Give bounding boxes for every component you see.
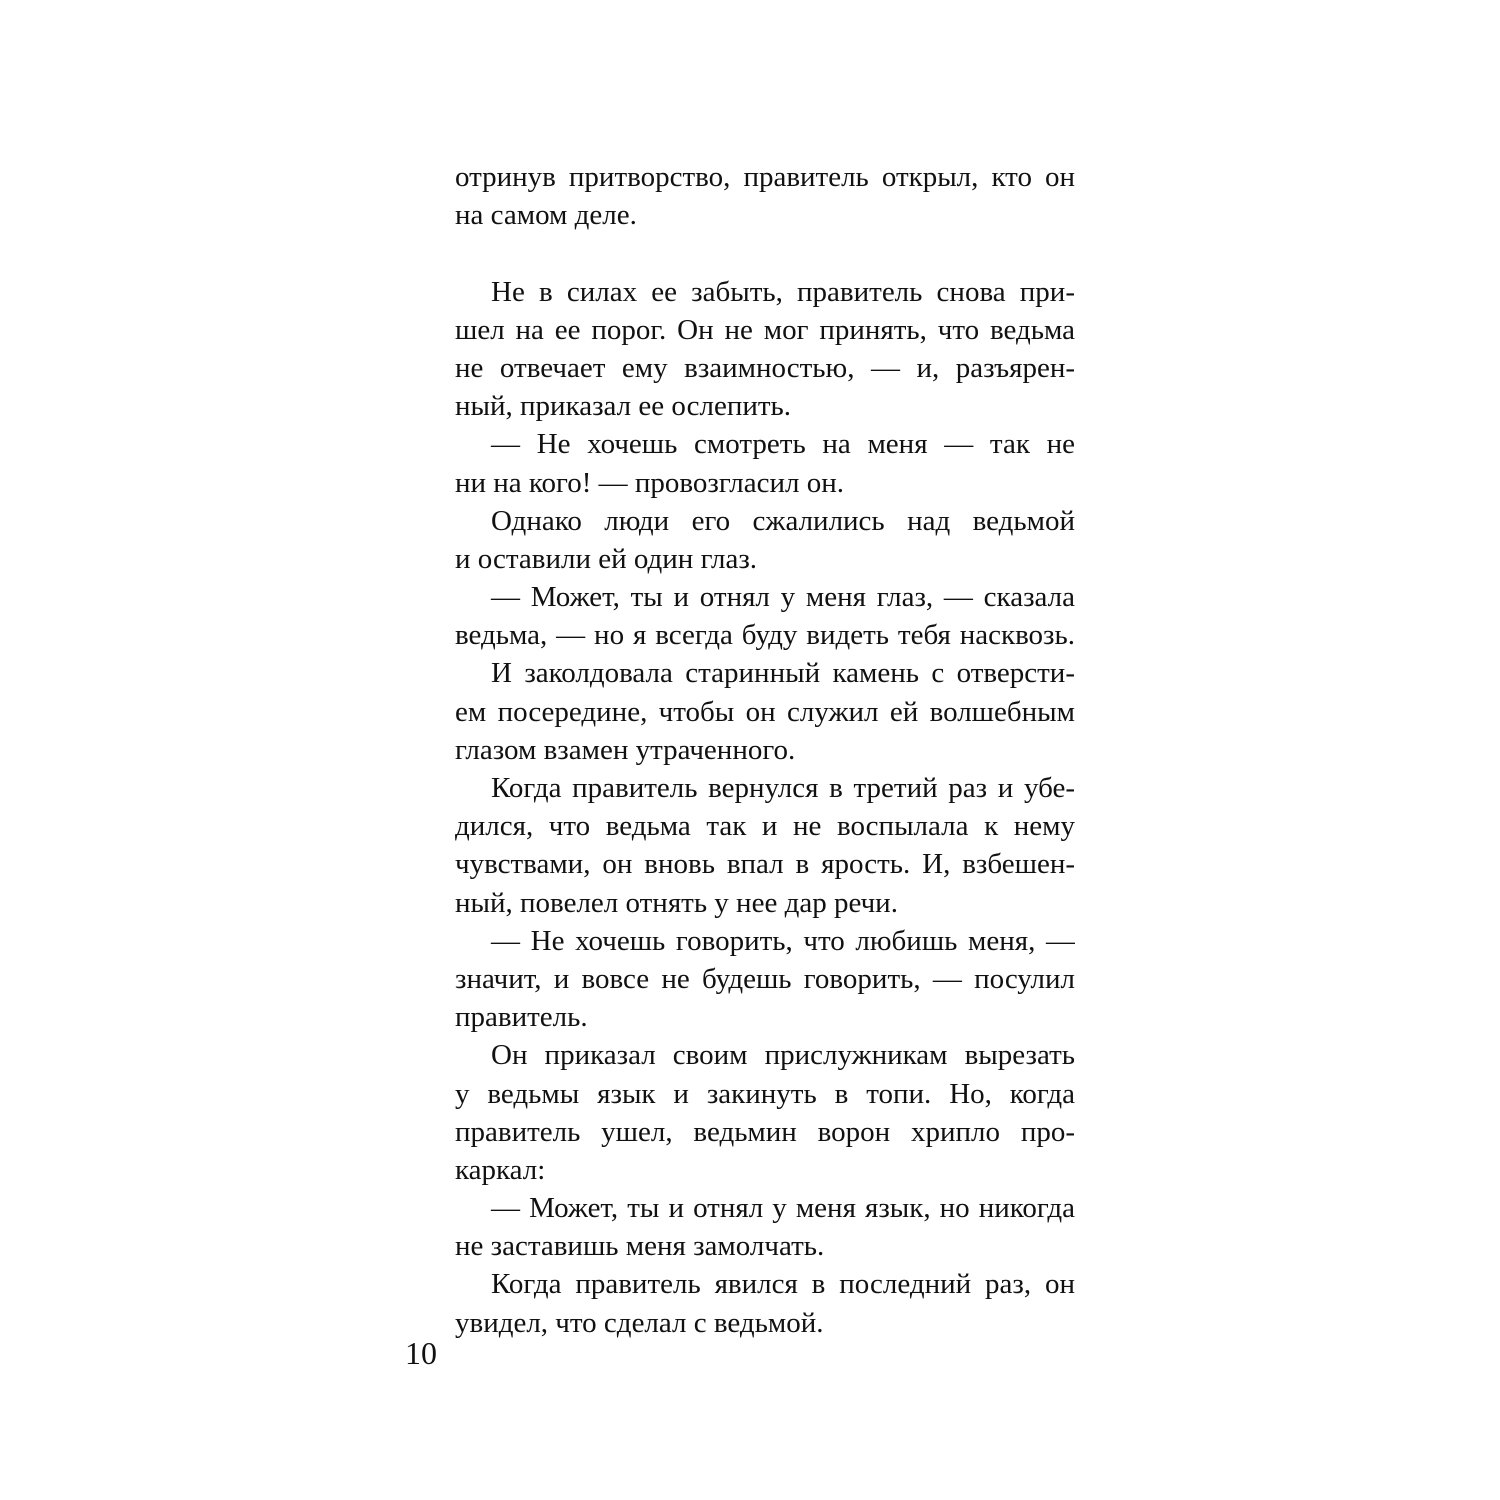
- text-line: увидел, что сделал с ведьмой.: [455, 1306, 824, 1339]
- text-line: значит, и вовсе не будешь говорить, — посулил: [455, 962, 1075, 995]
- text-line: И заколдовала старинный камень с отверсти-: [491, 657, 1075, 690]
- text-line: ный, повелел отнять у нее дар речи.: [455, 886, 898, 919]
- text-line: чувствами, он вновь впал в ярость. И, взбешен-: [455, 848, 1075, 881]
- text-line: — Не хочешь смотреть на меня — так не: [491, 428, 1075, 461]
- text-line: у ведьмы язык и закинуть в топи. Но, когда: [455, 1077, 1075, 1110]
- text-line: ни на кого! — провозгласил он.: [455, 466, 844, 499]
- text-line: глазом взамен утраченного.: [455, 733, 796, 766]
- text-line: и оставили ей один глаз.: [455, 542, 758, 575]
- text-line: Когда правитель вернулся в третий раз и убе-: [491, 772, 1075, 804]
- text-line: правитель ушел, ведьмин ворон хрипло про-: [455, 1115, 1075, 1148]
- text-line: ем посередине, чтобы он служил ей волшебным: [455, 695, 1075, 728]
- text-line: не отвечает ему взаимностью, — и, разъярен-: [455, 351, 1075, 384]
- page-number: 10: [405, 1335, 437, 1371]
- body-text: [455, 158, 1075, 1342]
- text-line: правитель.: [455, 1001, 588, 1034]
- text-line: Он приказал своим прислужникам вырезать: [491, 1039, 1075, 1072]
- text-line: ный, приказал ее ослепить.: [455, 390, 792, 423]
- text-line: каркал:: [455, 1153, 546, 1186]
- text-line: отринув притворство, правитель открыл, кто он: [455, 161, 1075, 193]
- text-line: на самом деле.: [455, 199, 637, 232]
- text-line: дился, что ведьма так и не воспылала к нему: [455, 810, 1075, 843]
- text-line: не заставишь меня замолчать.: [455, 1230, 825, 1263]
- text-line: — Может, ты и отнял у меня глаз, — сказала: [491, 581, 1075, 614]
- text-line: — Не хочешь говорить, что любишь меня, —: [491, 924, 1075, 957]
- paragraph-gap: [455, 234, 1075, 272]
- text-line: — Может, ты и отнял у меня язык, но никогда: [491, 1192, 1075, 1225]
- text-line: Не в силах ее забыть, правитель снова при-: [491, 275, 1075, 308]
- text-line: шел на ее порог. Он не мог принять, что ведьма: [455, 313, 1075, 346]
- text-line: Однако люди его сжалились над ведьмой: [491, 504, 1075, 537]
- text-line: ведьма, — но я всегда буду видеть тебя насквозь.: [455, 619, 1075, 652]
- text-line: Когда правитель явился в последний раз, он: [491, 1268, 1075, 1301]
